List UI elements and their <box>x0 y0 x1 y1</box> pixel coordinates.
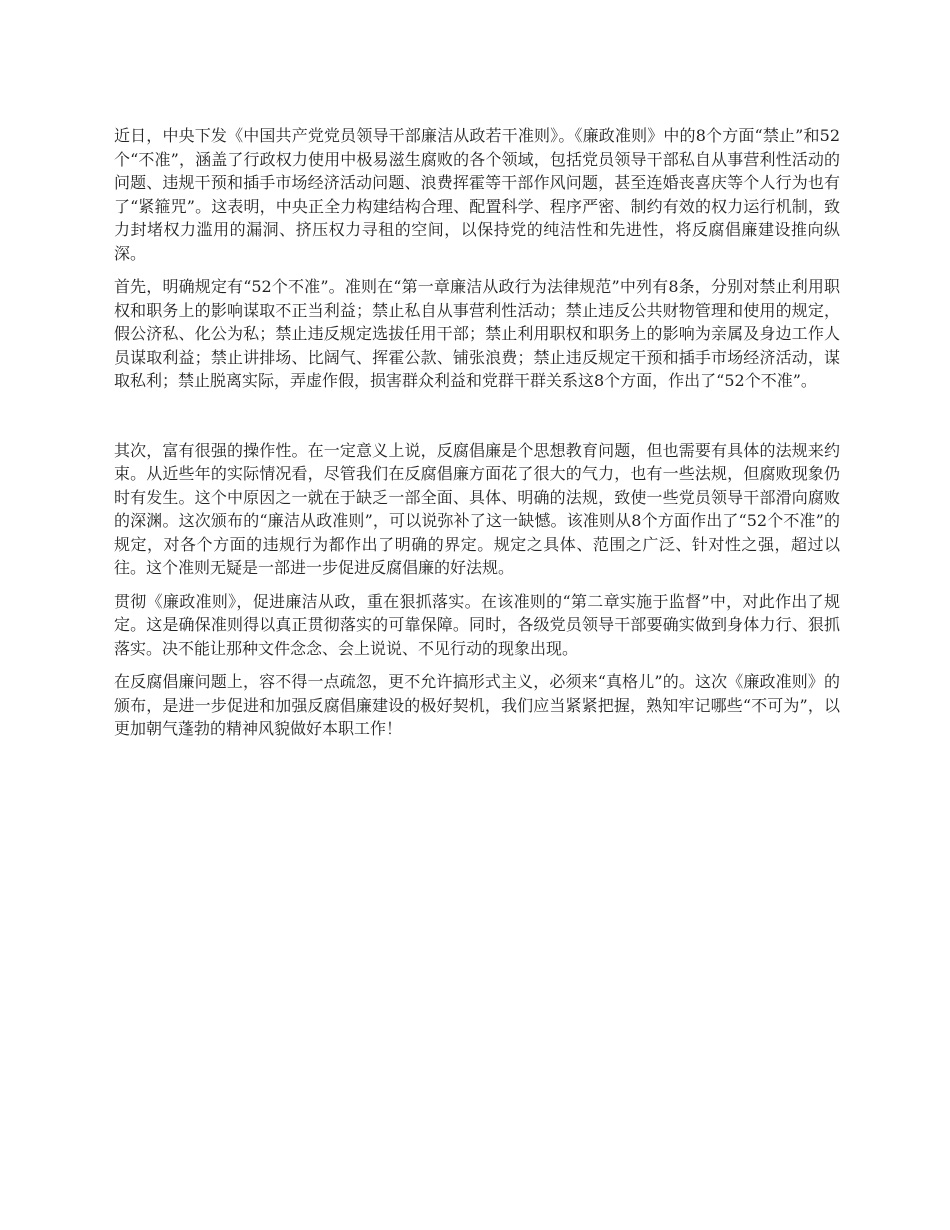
paragraph-conclusion: 在反腐倡廉问题上，容不得一点疏忽，更不允许搞形式主义，必须来“真格儿”的。这次《廉政准则》的颁布，是进一步促进和加强反腐倡廉建设的极好契机，我们应当紧紧把握，熟知牢记哪些“不可为”，以更加朝气蓬勃的精神风貌做好本职工作！ <box>114 672 840 738</box>
paragraph-implementation: 贯彻《廉政准则》，促进廉洁从政，重在狠抓落实。在该准则的“第二章实施于监督”中，对此作出了规定。这是确保准则得以真正贯彻落实的可靠保障。同时，各级党员领导干部要确实做到身体力行、狠抓落实。决不能让那种文件念念、会上说说、不见行动的现象出现。 <box>114 591 840 658</box>
blank-gap <box>114 403 840 439</box>
paragraph-intro: 近日，中央下发《中国共产党党员领导干部廉洁从政若干准则》。《廉政准则》中的8个方面“禁止”和52个“不准”，涵盖了行政权力使用中极易滋生腐败的各个领域，包括党员领导干部私自从事营利性活动的问题、违规干预和插手市场经济活动问题、浪费挥霍等干部作风问题，甚至连婚丧喜庆等个人行为也有了“紧箍咒”。这表明，中央正全力构建结构合理、配置科学、程序严密、制约有效的权力运行机制，致力封堵权力滥用的漏洞、挤压权力寻租的空间，以保持党的纯洁性和先进性，将反腐倡廉建设推向纵深。 <box>114 126 840 263</box>
document-body <box>114 124 840 751</box>
paragraph-first-point: 首先，明确规定有“52个不准”。准则在“第一章廉洁从政行为法律规范”中列有8条，分别对禁止利用职权和职务上的影响谋取不正当利益；禁止私自从事营利性活动；禁止违反公共财物管理和使用的规定，假公济私、化公为私；禁止违反规定选拔任用干部；禁止利用职权和职务上的影响为亲属及身边工作人员谋取利益；禁止讲排场、比阔气、挥霍公款、铺张浪费；禁止违反规定干预和插手市场经济活动，谋取私利；禁止脱离实际，弄虚作假，损害群众利益和党群干群关系这8个方面，作出了“52个不准”。 <box>114 277 840 390</box>
paragraph-second-point: 其次，富有很强的操作性。在一定意义上说，反腐倡廉是个思想教育问题，但也需要有具体的法规来约束。从近些年的实际情况看，尽管我们在反腐倡廉方面花了很大的气力，也有一些法规，但腐败现象仍时有发生。这个中原因之一就在于缺乏一部全面、具体、明确的法规，致使一些党员领导干部滑向腐败的深渊。这次颁布的“廉洁从政准则”，可以说弥补了这一缺憾。该准则从8个方面作出了“52个不准”的规定，对各个方面的违规行为都作出了明确的界定。规定之具体、范围之广泛、针对性之强，超过以往。这个准则无疑是一部进一步促进反腐倡廉的好法规。 <box>114 440 840 577</box>
